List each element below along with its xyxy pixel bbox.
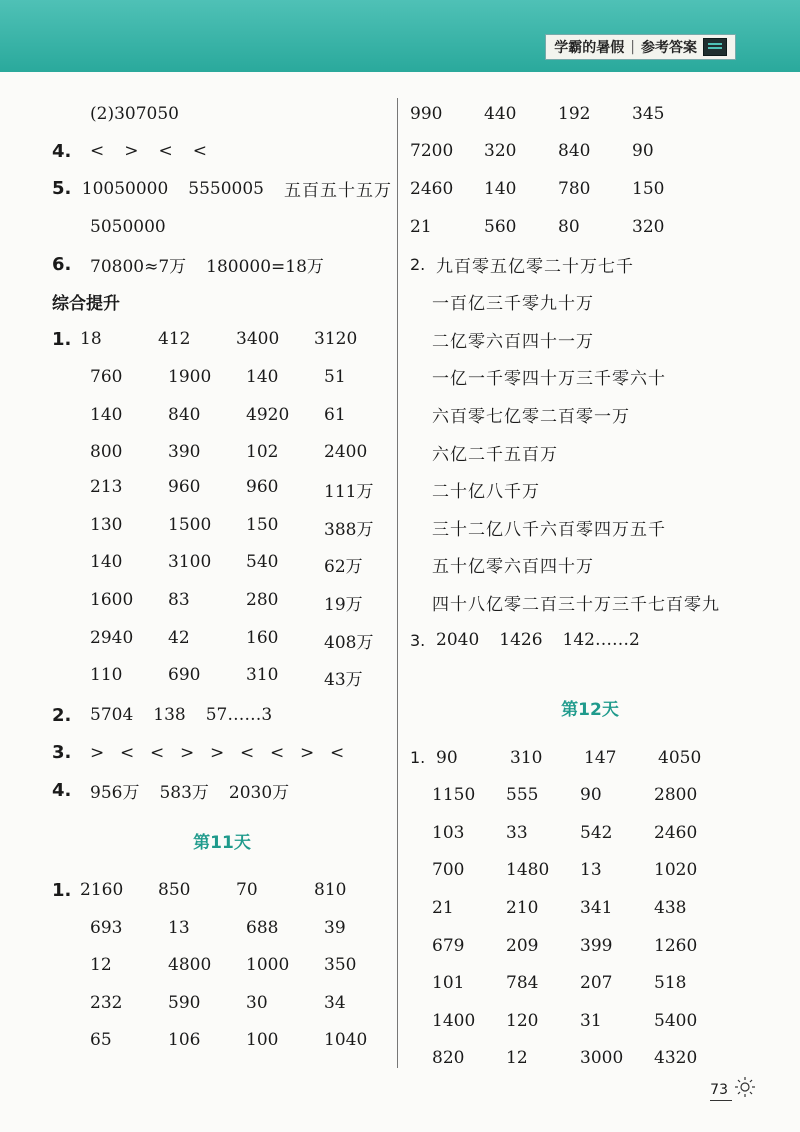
grid-cells xyxy=(410,217,706,237)
answer-item: 2030万 xyxy=(228,782,290,803)
grid-cell: 1150 xyxy=(432,785,476,806)
answer-text: 二十亿八千万 xyxy=(432,482,540,503)
grid-cell: 33 xyxy=(506,822,528,843)
grid-cell: 688 xyxy=(246,917,279,938)
answer-text: 六亿二千五百万 xyxy=(432,444,558,465)
question-4b xyxy=(52,772,392,810)
answer-text: 九百零五亿零二十万七千 xyxy=(436,256,634,277)
grid-cell: 540 xyxy=(246,552,279,573)
grid-cell: 30 xyxy=(246,992,268,1013)
grid-cell: 1900 xyxy=(168,366,212,387)
grid-row xyxy=(52,946,392,984)
grid-cell: 780 xyxy=(558,178,591,199)
grid-cell: 70 xyxy=(236,880,258,901)
comparison-symbol: > xyxy=(90,742,105,763)
answer-line xyxy=(410,321,770,359)
grid-row xyxy=(52,621,392,659)
answer-line xyxy=(52,95,392,133)
answer-text: (2)307050 xyxy=(90,103,179,124)
grid-cells xyxy=(80,329,392,349)
grid-row xyxy=(410,777,770,815)
grid-cell: 192 xyxy=(558,103,591,124)
day-12-grid xyxy=(410,739,770,1077)
grid-cell: 310 xyxy=(246,665,279,686)
grid-cell: 320 xyxy=(632,216,665,237)
grid-cell: 350 xyxy=(324,955,357,976)
question-number: 3. xyxy=(410,630,426,650)
answer-item: 138 xyxy=(153,705,186,726)
grid-row xyxy=(52,584,392,622)
grid-cell: 1020 xyxy=(654,860,698,881)
answer-item: 1426 xyxy=(499,630,543,651)
left-column xyxy=(52,95,392,1059)
grid-cell: 83 xyxy=(168,590,190,611)
answer-item: > xyxy=(124,141,139,162)
answer-item: < xyxy=(192,141,207,162)
grid-cell: 210 xyxy=(506,898,539,919)
grid-cell: 110 xyxy=(90,665,123,686)
answer-line xyxy=(410,509,770,547)
grid-cell: 590 xyxy=(168,992,201,1013)
answer-item: 5704 xyxy=(90,705,134,726)
grid-cell: 438 xyxy=(654,898,687,919)
grid-cell: 12 xyxy=(506,1048,528,1069)
grid-cell: 150 xyxy=(246,514,279,535)
grid-cell: 2160 xyxy=(80,880,124,901)
answer-line xyxy=(410,546,770,584)
grid-cell: 960 xyxy=(168,477,201,498)
answer-item: 180000=18万 xyxy=(206,256,324,277)
grid-row xyxy=(410,889,770,927)
grid-cells xyxy=(90,552,402,577)
grid-cell: 784 xyxy=(506,973,539,994)
grid-cell: 440 xyxy=(484,103,517,124)
grid-cell: 542 xyxy=(580,822,613,843)
grid-cell: 2400 xyxy=(324,442,368,463)
question-4 xyxy=(52,133,392,171)
grid-cell: 840 xyxy=(558,141,591,162)
grid-cells xyxy=(90,993,402,1013)
grid-cell: 62万 xyxy=(324,557,363,578)
grid-cells xyxy=(432,898,728,918)
comparison-symbol: > xyxy=(210,742,225,763)
grid-row xyxy=(52,659,392,697)
grid-cell: 90 xyxy=(580,785,602,806)
grid-cell: 3000 xyxy=(580,1048,624,1069)
grid-cell: 555 xyxy=(506,785,539,806)
answer-item: 583万 xyxy=(159,782,209,803)
comparison-symbol: > xyxy=(180,742,195,763)
grid-cell: 5400 xyxy=(654,1010,698,1031)
grid-cell: 150 xyxy=(632,178,665,199)
answer-line xyxy=(410,396,770,434)
grid-cell: 2460 xyxy=(410,178,454,199)
grid-cells xyxy=(90,628,402,653)
comparison-symbol: < xyxy=(240,742,255,763)
grid-row xyxy=(410,739,770,777)
grid-row xyxy=(410,927,770,965)
grid-cell: 810 xyxy=(314,880,347,901)
grid-cell: 209 xyxy=(506,935,539,956)
grid-cell: 106 xyxy=(168,1030,201,1051)
grid-row xyxy=(52,1022,392,1060)
answer-text: 五十亿零六百四十万 xyxy=(432,557,594,578)
grid-cells xyxy=(432,1048,728,1068)
question-number: 1. xyxy=(52,328,72,350)
grid-cell: 690 xyxy=(168,665,201,686)
grid-cell: 101 xyxy=(432,973,465,994)
grid-cell: 80 xyxy=(558,216,580,237)
grid-row xyxy=(52,509,392,547)
grid-cell: 820 xyxy=(432,1048,465,1069)
grid-cell: 140 xyxy=(246,366,279,387)
grid-cell: 51 xyxy=(324,366,346,387)
comparison-symbol: < xyxy=(270,742,285,763)
grid-cells xyxy=(432,785,728,805)
book-title: 学霸的暑假 xyxy=(554,40,625,56)
answer-item: < xyxy=(158,141,173,162)
grid-cell: 412 xyxy=(158,329,191,350)
grid-row xyxy=(410,964,770,1002)
grid-cell: 120 xyxy=(506,1010,539,1031)
grid-cells xyxy=(432,973,728,993)
question-3 xyxy=(52,734,392,772)
question-6 xyxy=(52,245,392,283)
grid-row xyxy=(410,1002,770,1040)
grid-cell: 960 xyxy=(246,477,279,498)
grid-cells xyxy=(410,179,706,199)
question-number: 4. xyxy=(52,140,72,162)
grid-row xyxy=(52,321,392,359)
answer-item: 956万 xyxy=(90,782,140,803)
grid-cell: 13 xyxy=(168,917,190,938)
grid-cell: 90 xyxy=(436,747,458,768)
grid-cell: 21 xyxy=(432,898,454,919)
grid-cell: 232 xyxy=(90,992,123,1013)
page-number: 73 xyxy=(710,1082,728,1098)
answer-line xyxy=(410,245,770,283)
grid-cell: 4800 xyxy=(168,955,212,976)
grid-cell: 760 xyxy=(90,366,123,387)
answer-item: 57……3 xyxy=(205,705,273,726)
question-3 xyxy=(410,621,770,659)
grid-cells xyxy=(432,823,728,843)
answer-text: 六百零七亿零二百零一万 xyxy=(432,407,630,428)
answer-line xyxy=(410,584,770,622)
grid-cell: 388万 xyxy=(324,519,374,540)
grid-cell: 43万 xyxy=(324,670,363,691)
grid-cell: 3100 xyxy=(168,552,212,573)
answer-line xyxy=(52,208,392,246)
grid-row xyxy=(410,814,770,852)
question-number: 5. xyxy=(52,178,72,200)
question-5 xyxy=(52,170,392,208)
answer-item: 2040 xyxy=(436,630,480,651)
grid-cell: 1500 xyxy=(168,514,212,535)
grid-row xyxy=(410,208,770,246)
grid-row xyxy=(410,95,770,133)
grid-cell: 1000 xyxy=(246,955,290,976)
grid-cell: 160 xyxy=(246,627,279,648)
grid-cells xyxy=(410,141,706,161)
question-number: 4. xyxy=(52,779,72,801)
grid-cell: 990 xyxy=(410,103,443,124)
question-number: 3. xyxy=(52,742,72,764)
grid-cell: 320 xyxy=(484,141,517,162)
grid-cell: 2800 xyxy=(654,785,698,806)
grid-cell: 140 xyxy=(484,178,517,199)
grid-cell: 103 xyxy=(432,822,465,843)
grid-row xyxy=(52,396,392,434)
answer-item: 五百五十五万 xyxy=(284,181,392,202)
grid-cell: 3400 xyxy=(236,329,280,350)
grid-cell: 800 xyxy=(90,442,123,463)
grid-cell: 21 xyxy=(410,216,432,237)
question-1-grid xyxy=(52,321,392,697)
right-column xyxy=(410,95,770,1077)
grid-cell: 13 xyxy=(580,860,602,881)
comparison-list xyxy=(90,743,360,763)
grid-cell: 207 xyxy=(580,973,613,994)
question-2 xyxy=(52,697,392,735)
grid-cell: 1400 xyxy=(432,1010,476,1031)
grid-cell: 65 xyxy=(90,1030,112,1051)
grid-cell: 61 xyxy=(324,404,346,425)
grid-cell: 39 xyxy=(324,917,346,938)
question-number: 1. xyxy=(410,748,426,768)
grid-cell: 679 xyxy=(432,935,465,956)
grid-cell: 345 xyxy=(632,103,665,124)
answer-line xyxy=(410,283,770,321)
grid-cells xyxy=(90,1030,402,1050)
grid-cell: 90 xyxy=(632,141,654,162)
grid-row xyxy=(52,546,392,584)
grid-cell: 2460 xyxy=(654,822,698,843)
answer-text: 四十八亿零二百三十万三千七百零九 xyxy=(432,595,720,616)
grid-row xyxy=(410,852,770,890)
grid-cell: 4050 xyxy=(658,747,702,768)
grid-cell: 700 xyxy=(432,860,465,881)
comparison-symbol: < xyxy=(330,742,345,763)
answer-text: 三十二亿八千六百零四万五千 xyxy=(432,519,666,540)
grid-cells xyxy=(90,955,402,975)
grid-cell: 130 xyxy=(90,514,123,535)
answer-item: 5550005 xyxy=(188,178,264,199)
grid-cell: 34 xyxy=(324,992,346,1013)
comparison-symbol: > xyxy=(300,742,315,763)
comparison-symbol: < xyxy=(150,742,165,763)
grid-cell: 7200 xyxy=(410,141,454,162)
grid-cell: 42 xyxy=(168,627,190,648)
question-number: 2. xyxy=(410,254,426,274)
answer-line xyxy=(410,433,770,471)
grid-cell: 399 xyxy=(580,935,613,956)
question-number: 2. xyxy=(52,704,72,726)
grid-row xyxy=(410,1040,770,1078)
grid-cell: 840 xyxy=(168,404,201,425)
grid-cell: 1260 xyxy=(654,935,698,956)
grid-row xyxy=(52,358,392,396)
grid-cell: 408万 xyxy=(324,632,374,653)
answer-item: 10050000 xyxy=(81,178,169,199)
question-2-lines xyxy=(410,245,770,621)
grid-row xyxy=(52,433,392,471)
grid-row xyxy=(52,471,392,509)
grid-cells xyxy=(432,936,728,956)
grid-cells xyxy=(432,1011,728,1031)
answer-text: 二亿零六百四十一万 xyxy=(432,331,594,352)
grid-cell: 560 xyxy=(484,216,517,237)
question-number: 1. xyxy=(52,879,72,901)
question-number: 6. xyxy=(52,253,72,275)
grid-cells xyxy=(436,748,732,768)
grid-row xyxy=(52,909,392,947)
grid-cell: 4320 xyxy=(654,1048,698,1069)
continued-grid xyxy=(410,95,770,245)
page-header xyxy=(0,0,800,72)
grid-cell: 140 xyxy=(90,404,123,425)
grid-cells xyxy=(432,860,728,880)
grid-cells xyxy=(90,515,402,540)
answer-line xyxy=(410,471,770,509)
grid-cell: 1600 xyxy=(90,590,134,611)
grid-cells xyxy=(90,477,402,502)
grid-row xyxy=(52,871,392,909)
grid-cell: 140 xyxy=(90,552,123,573)
answer-text: 一亿一千零四十万三千零六十 xyxy=(432,369,666,390)
book-subtitle: 参考答案 xyxy=(641,40,697,56)
day-11-grid xyxy=(52,871,392,1059)
answer-line xyxy=(410,358,770,396)
grid-cells xyxy=(90,367,402,387)
header-separator: | xyxy=(630,39,635,55)
grid-cell: 280 xyxy=(246,590,279,611)
answer-text: 5050000 xyxy=(90,216,166,237)
answer-item: 142……2 xyxy=(562,630,640,651)
grid-cell: 111万 xyxy=(324,482,374,503)
answer-item: < xyxy=(90,141,105,162)
grid-cells xyxy=(90,918,402,938)
grid-cells xyxy=(90,405,402,425)
grid-cell: 518 xyxy=(654,973,687,994)
grid-cell: 213 xyxy=(90,477,123,498)
book-icon xyxy=(703,38,727,56)
grid-row xyxy=(52,984,392,1022)
comparison-symbol: < xyxy=(120,742,135,763)
grid-cell: 2940 xyxy=(90,627,134,648)
grid-cells xyxy=(90,665,402,690)
grid-cell: 4920 xyxy=(246,404,290,425)
answer-item: 70800≈7万 xyxy=(90,256,187,277)
grid-cell: 390 xyxy=(168,442,201,463)
grid-cell: 31 xyxy=(580,1010,602,1031)
grid-cell: 100 xyxy=(246,1030,279,1051)
day-12-title: 第12天 xyxy=(561,700,619,721)
grid-cell: 102 xyxy=(246,442,279,463)
grid-cell: 19万 xyxy=(324,595,363,616)
grid-cell: 147 xyxy=(584,747,617,768)
answer-text: 一百亿三千零九十万 xyxy=(432,294,594,315)
sun-icon xyxy=(734,1076,756,1098)
grid-cell: 1480 xyxy=(506,860,550,881)
day-11-title: 第11天 xyxy=(193,832,251,853)
grid-cells xyxy=(80,880,392,900)
grid-cell: 18 xyxy=(80,329,102,350)
grid-cell: 310 xyxy=(510,747,543,768)
grid-cell: 693 xyxy=(90,917,123,938)
grid-cells xyxy=(90,590,402,615)
grid-cell: 850 xyxy=(158,880,191,901)
grid-cell: 12 xyxy=(90,955,112,976)
header-label xyxy=(545,34,736,60)
grid-row xyxy=(410,133,770,171)
grid-cell: 1040 xyxy=(324,1030,368,1051)
grid-cell: 341 xyxy=(580,898,613,919)
grid-cells xyxy=(410,104,706,124)
section-title: 综合提升 xyxy=(52,294,120,315)
grid-row xyxy=(410,170,770,208)
grid-cells xyxy=(90,442,402,462)
grid-cell: 3120 xyxy=(314,329,358,350)
